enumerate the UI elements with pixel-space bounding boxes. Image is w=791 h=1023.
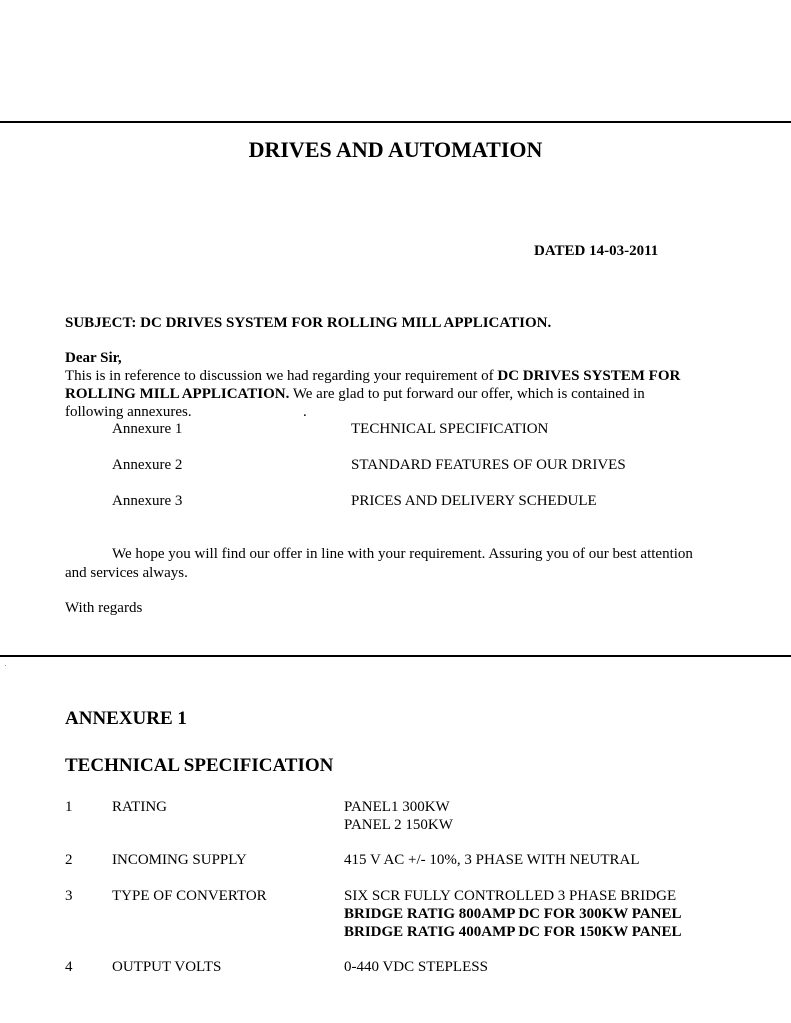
middle-divider — [0, 655, 791, 657]
letter-heading: DRIVES AND AUTOMATION — [248, 137, 543, 162]
spec-heading: TECHNICAL SPECIFICATION — [65, 755, 334, 776]
spec-row-value: SIX SCR FULLY CONTROLLED 3 PHASE BRIDGE — [344, 888, 677, 904]
annexure-list-description: STANDARD FEATURES OF OUR DRIVES — [351, 457, 626, 473]
spec-row-label: TYPE OF CONVERTOR — [112, 888, 267, 904]
top-divider — [0, 121, 791, 123]
stray-mark — [5, 665, 6, 666]
spec-row-value-bold: BRIDGE RATIG 800AMP DC FOR 300KW PANEL — [344, 906, 682, 922]
body-line-3: following annexures. — [65, 404, 192, 420]
letter-subject: SUBJECT: DC DRIVES SYSTEM FOR ROLLING MILL APPLICATION. — [65, 315, 552, 331]
regards: With regards — [65, 600, 143, 616]
spec-row-number: 4 — [65, 959, 73, 975]
spec-row-label: OUTPUT VOLTS — [112, 959, 222, 975]
letter-date: DATED 14-03-2011 — [534, 243, 659, 259]
spec-row-value: PANEL 2 150KW — [344, 817, 453, 833]
annexure-list-label: Annexure 2 — [112, 457, 183, 473]
closing-line-2: and services always. — [65, 565, 188, 581]
spec-row-label: RATING — [112, 799, 167, 815]
body-line-2-text: We are glad to put forward our offer, which is contained in — [289, 386, 645, 402]
spec-row-value: 0-440 VDC STEPLESS — [344, 959, 488, 975]
salutation: Dear Sir, — [65, 350, 122, 366]
annexure-heading: ANNEXURE 1 — [65, 708, 187, 729]
annexure-list-label: Annexure 1 — [112, 421, 183, 437]
annexure-list-description: PRICES AND DELIVERY SCHEDULE — [351, 493, 597, 509]
spec-row-value: PANEL1 300KW — [344, 799, 450, 815]
spec-row-label: INCOMING SUPPLY — [112, 852, 247, 868]
annexure-list-description: TECHNICAL SPECIFICATION — [351, 421, 549, 437]
spec-row-number: 2 — [65, 852, 73, 868]
body-line-1-text: This is in reference to discussion we had regarding your requirement of — [65, 368, 498, 384]
spec-row-value-bold: BRIDGE RATIG 400AMP DC FOR 150KW PANEL — [344, 924, 682, 940]
body-line-2 — [65, 385, 645, 403]
spec-row-number: 3 — [65, 888, 73, 904]
body-line-3-dot: . — [303, 404, 307, 420]
annexure-list-label: Annexure 3 — [112, 493, 183, 509]
body-line-2-bold: ROLLING MILL APPLICATION. — [65, 386, 290, 402]
closing-line-1: We hope you will find our offer in line with your requirement. Assuring you of our best attention — [112, 546, 693, 562]
spec-row-number: 1 — [65, 799, 73, 815]
body-line-1-bold: DC DRIVES SYSTEM FOR — [497, 368, 681, 384]
body-line-1 — [65, 367, 680, 385]
spec-row-value: 415 V AC +/- 10%, 3 PHASE WITH NEUTRAL — [344, 852, 640, 868]
